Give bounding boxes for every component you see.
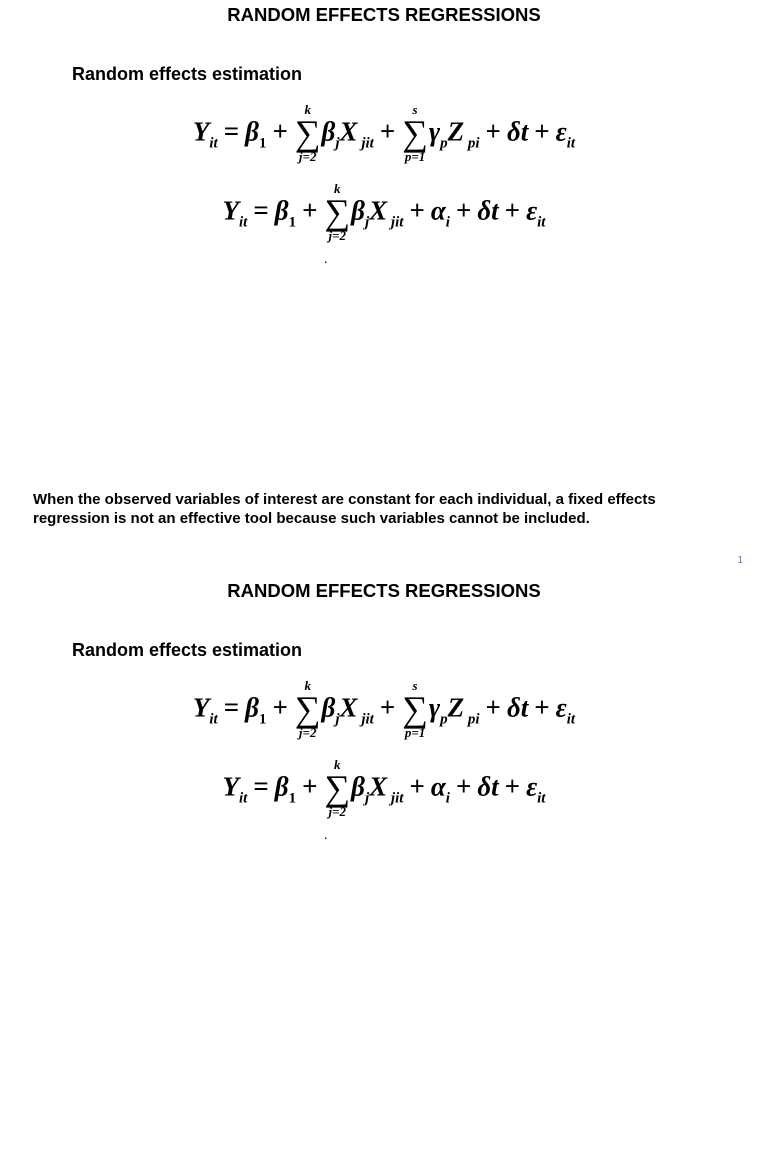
slide-subtitle: Random effects estimation (72, 640, 303, 660)
page-number: 1 (737, 555, 743, 566)
slide-title: RANDOM EFFECTS REGRESSIONS (227, 580, 541, 601)
summation-symbol: k ∑ j=2 (294, 678, 321, 741)
equation-with-z-terms: $Y_{it} = \beta_1$ + k ∑ j=2 $\beta_jX$ $_{jit}$ + s ∑ p=1 $\gamma_pZ$ $_{pi} + \delta t + \varepsilon_{it}$ (192, 102, 576, 165)
equation-with-z-terms: $Y_{it} = \beta_1$ + k ∑ j=2 $\beta_jX$ $_{jit}$ + s ∑ p=1 $\gamma_pZ$ $_{pi} + \delta t + \varepsilon_{it}$ (192, 678, 576, 741)
slide-subtitle: Random effects estimation (72, 64, 303, 84)
summation-symbol: k ∑ j=2 (294, 102, 321, 165)
summation-symbol: k ∑ j=2 (324, 757, 351, 820)
equation-with-alpha: $Y_{it} = \beta_1$ + k ∑ j=2 $\beta_jX$ $_{jit} + \alpha_i + \delta t + \varepsilon_{it}$ (222, 757, 546, 820)
summation-symbol: s ∑ p=1 (402, 678, 428, 741)
slide-title: RANDOM EFFECTS REGRESSIONS (227, 4, 541, 25)
summation-symbol: s ∑ p=1 (402, 102, 428, 165)
equation-dot: . (324, 252, 328, 267)
slide-note: When the observed variables of interest are constant for each individual, a fixed effects regression is not an effective tool because such variables cannot be included. (33, 491, 656, 527)
slide-2 (0, 576, 768, 1152)
equation-with-alpha: $Y_{it} = \beta_1$ + k ∑ j=2 $\beta_jX$ $_{jit} + \alpha_i + \delta t + \varepsilon_{it}$ (222, 181, 546, 244)
summation-symbol: k ∑ j=2 (324, 181, 351, 244)
equation-dot: . (324, 828, 328, 843)
